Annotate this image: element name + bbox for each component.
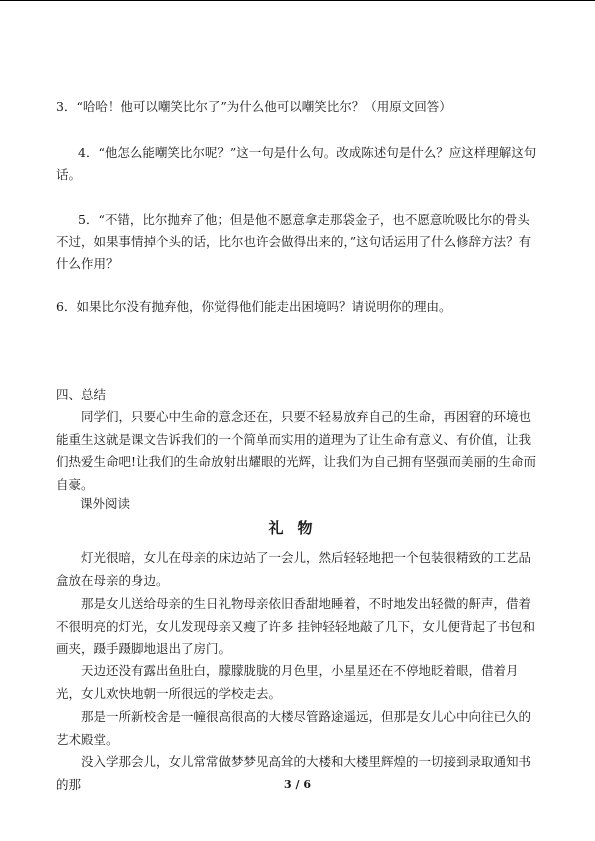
top-border-line bbox=[0, 0, 595, 1]
reading-paragraph: 灯光很暗，女儿在母亲的床边站了一会儿，然后轻轻地把一个包装很精致的工艺品盒放在母亲的身边。 bbox=[56, 550, 532, 588]
reading-paragraph: 天边还没有露出鱼肚白，朦朦胧胧的月色里，小星星还在不停地眨着眼，借着月光，女儿欢快地朝一所很远的学校走去。 bbox=[56, 663, 519, 701]
summary-text: 同学们，只要心中生命的意念还在，只要不轻易放弃自己的生命，再困窘的环境也能重生这就是课文告诉我们的一个简单而实用的道理为了让生命有意义、有价值，让我们热爱生命吧!让我们的生命放射出耀眼的光辉，让我们为自己拥有坚强而美丽的生命而自豪。 bbox=[56, 409, 537, 492]
reading-paragraph: 那是女儿送给母亲的生日礼物母亲依旧香甜地睡着，不时地发出轻微的鼾声，借着不很明亮的灯光，女儿发现母亲又瘦了许多 挂钟轻轻地敲了几下，女儿便背起了书包和画夹，蹑手蹑脚地退出了房门。 bbox=[56, 596, 535, 656]
question-4: 4．“他怎么能嘲笑比尔呢？”这一句是什么句。改成陈述句是什么？应这样理解这句话。 bbox=[56, 145, 537, 182]
reading-paragraph: 那是一所新校舍是一幢很高很高的大楼尽管路途遥远，但那是女儿心中向往已久的艺术殿堂。 bbox=[56, 709, 532, 747]
question-5: 5．“不错，比尔抛弃了他；但是他不愿意拿走那袋金子，也不愿意吮吸比尔的骨头不过，如果事情掉个头的话，比尔也许会做得出来的，”这句话运用了什么修辞方法？有什么作用？ bbox=[56, 212, 532, 271]
question-3: 3．“哈哈！他可以嘲笑比尔了”为什么他可以嘲笑比尔？（用原文回答） bbox=[56, 99, 452, 114]
summary-heading: 四、总结 bbox=[56, 387, 107, 402]
question-6: 6．如果比尔没有抛弃他，你觉得他们能走出困境吗？请说明你的理由。 bbox=[56, 299, 452, 314]
reading-paragraph: 没入学那会儿，女儿常常做梦梦见高耸的大楼和大楼里辉煌的一切接到录取通知书的那 bbox=[56, 754, 532, 792]
reading-title: 礼物 bbox=[268, 519, 327, 537]
reading-label: 课外阅读 bbox=[80, 496, 131, 511]
page-number: 3 / 6 bbox=[284, 778, 311, 791]
